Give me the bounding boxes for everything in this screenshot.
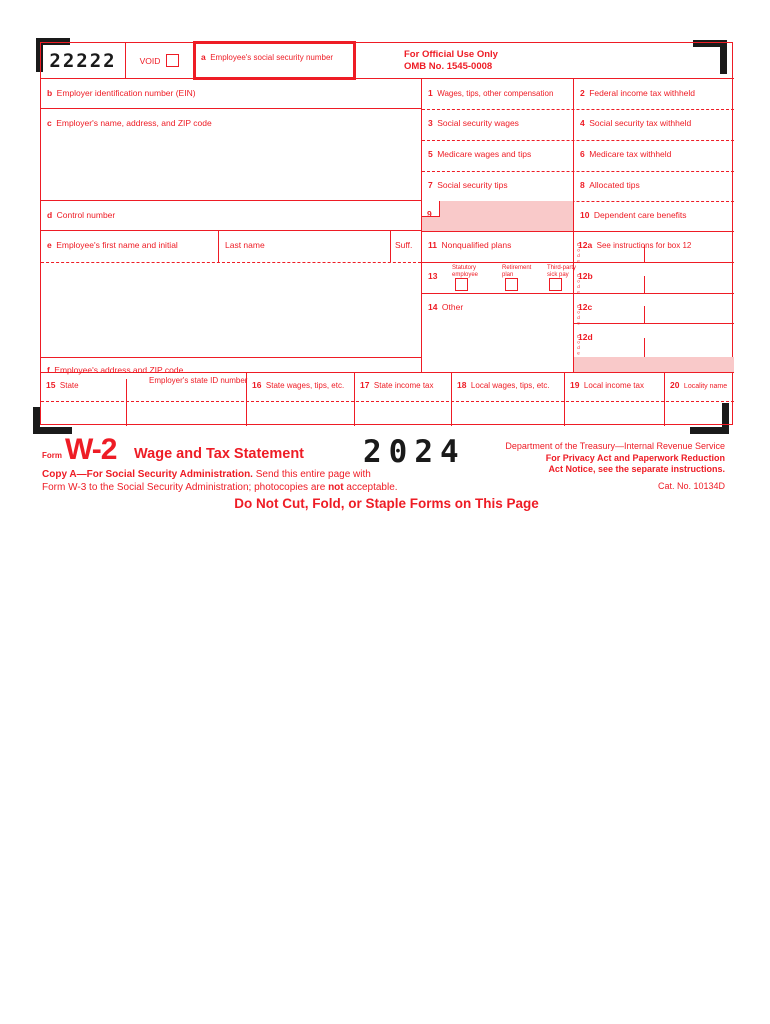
box-f-label: Employee's address and ZIP code (54, 365, 184, 375)
copy-a-line1 (42, 469, 371, 481)
box-20-label: Locality name (683, 383, 728, 390)
box-e-label: Employee's first name and initial (56, 240, 178, 250)
statutory-employee-label: Statutory employee (452, 265, 479, 278)
last-name-label: Last name (225, 240, 265, 250)
box-8-label: Allocated tips (589, 180, 640, 190)
box-9-number: 9 (427, 209, 432, 219)
box-19-field[interactable] (564, 372, 664, 426)
box-12a-number: 12a (578, 240, 593, 250)
box-7-label: Social security tips (437, 180, 508, 190)
box-11-label: Nonqualified plans (441, 240, 512, 250)
box-15-state-field[interactable] (41, 372, 246, 426)
box-11-field[interactable] (422, 231, 573, 262)
box-18-number: 18 (457, 380, 467, 390)
box-17-number: 17 (360, 380, 370, 390)
box-18-field[interactable] (451, 372, 564, 426)
employee-name-entry-area[interactable] (41, 262, 421, 357)
box-16-label: State wages, tips, etc. (265, 381, 345, 390)
box-12b-code-label: Code (576, 273, 581, 295)
box-12a-field[interactable] (574, 231, 734, 262)
box-c-label: Employer's name, address, and ZIP code (56, 118, 212, 128)
box-3-label: Social security wages (437, 118, 519, 128)
void-label: VOID (139, 55, 161, 66)
box-b-letter: b (47, 88, 53, 98)
box-f-address-field[interactable] (41, 357, 421, 375)
box-a-label: Employee's social security number (210, 53, 334, 62)
box-12a-amount-divider (644, 245, 645, 262)
box-5-field[interactable] (422, 140, 573, 171)
box-a-ssn-field[interactable] (193, 41, 356, 80)
third-party-sick-pay-checkbox[interactable] (549, 278, 562, 291)
form-word: Form (42, 451, 62, 460)
copy-a-rest: Send this entire page with (252, 469, 371, 480)
do-not-cut-notice: Do Not Cut, Fold, or Staple Forms on This Page (234, 496, 539, 511)
box-12a-code-label: Code (576, 242, 581, 264)
official-use-area (356, 43, 734, 79)
void-checkbox[interactable] (166, 54, 179, 67)
omb-number: OMB No. 1545-0008 (404, 60, 493, 72)
box-f-letter: f (47, 365, 50, 375)
box-3-number: 3 (428, 118, 433, 128)
box-1-label: Wages, tips, other compensation (437, 89, 554, 98)
copy-a-line2-pre: Form W-3 to the Social Security Administration; photocopies are (42, 482, 329, 493)
box-10-field[interactable] (574, 201, 734, 231)
statutory-employee-checkbox[interactable] (455, 278, 468, 291)
box-6-field[interactable] (574, 140, 734, 171)
shaded-strip (574, 357, 734, 372)
box-14-label: Other (441, 302, 464, 312)
box-12d-field[interactable] (574, 323, 734, 357)
box-d-control-number-field[interactable] (41, 201, 421, 231)
form-code-box (41, 43, 126, 79)
void-field (126, 43, 193, 79)
box-12d-code-label: Code (576, 334, 581, 356)
copy-a-line2 (42, 482, 398, 494)
treasury-department-line: Department of the Treasury—Internal Revenue Service (505, 441, 725, 451)
box-13-field (422, 262, 577, 293)
box-12c-field[interactable] (574, 293, 734, 326)
box-a-letter: a (201, 52, 206, 62)
box-14-number: 14 (428, 302, 438, 312)
copy-a-line2-not: not (328, 482, 344, 493)
box-18-label: Local wages, tips, etc. (470, 381, 550, 390)
box-12b-field[interactable] (574, 262, 734, 293)
employee-suffix-field[interactable] (391, 231, 421, 262)
box-8-field[interactable] (574, 171, 734, 201)
box-e-letter: e (47, 240, 52, 250)
privacy-act-line1: For Privacy Act and Paperwork Reduction (545, 453, 725, 463)
box-12c-amount-divider (644, 306, 645, 323)
suffix-label: Suff. (395, 240, 413, 250)
box-6-label: Medicare tax withheld (589, 149, 672, 159)
box-17-field[interactable] (354, 372, 451, 426)
box-10-label: Dependent care benefits (593, 210, 687, 220)
box-12c-number: 12c (578, 302, 593, 312)
box-16-number: 16 (252, 380, 262, 390)
form-code-value: 22222 (49, 49, 117, 72)
box-6-number: 6 (580, 149, 585, 159)
box-3-field[interactable] (422, 109, 573, 140)
box-12d-number: 12d (578, 332, 593, 342)
box-20-number: 20 (670, 380, 680, 390)
box-1-field[interactable] (422, 79, 573, 109)
box-4-label: Social security tax withheld (589, 118, 692, 128)
official-use-line1: For Official Use Only (404, 49, 498, 60)
box-15-number: 15 (46, 380, 56, 390)
box-5-number: 5 (428, 149, 433, 159)
box-2-label: Federal income tax withheld (589, 88, 696, 98)
box-13-number: 13 (428, 271, 438, 281)
box-c-employer-field[interactable] (41, 109, 421, 201)
box-19-number: 19 (570, 380, 580, 390)
form-number-title: W-2 (65, 433, 117, 466)
box-14-other-field[interactable] (422, 293, 573, 372)
box-12b-number: 12b (578, 271, 593, 281)
box-11-number: 11 (428, 240, 437, 250)
w2-form-grid (40, 42, 733, 425)
employee-first-name-field[interactable] (41, 231, 219, 262)
box-b-label: Employer identification number (EIN) (56, 88, 196, 98)
box-2-number: 2 (580, 88, 585, 98)
catalog-number: Cat. No. 10134D (657, 481, 725, 491)
copy-a-bold: Copy A—For Social Security Administration. (42, 469, 253, 480)
form-title: Wage and Tax Statement (134, 446, 305, 462)
copy-a-line2-post: acceptable. (343, 482, 398, 493)
tax-year: 2024 (363, 434, 466, 470)
box-c-letter: c (47, 118, 52, 128)
retirement-plan-label: Retirement plan (502, 265, 532, 278)
box-12d-amount-divider (644, 338, 645, 357)
box-b-ein-field[interactable] (41, 79, 421, 109)
box-7-field[interactable] (422, 171, 573, 201)
box-9-shaded-field (422, 201, 573, 231)
box-2-field[interactable] (574, 79, 734, 109)
box-19-label: Local income tax (583, 381, 644, 390)
box-17-label: State income tax (373, 381, 434, 390)
third-party-sick-pay-label: Third-party sick pay (547, 265, 577, 278)
retirement-plan-checkbox[interactable] (505, 278, 518, 291)
box-12a-label: See instructions for box 12 (596, 241, 692, 250)
box-4-number: 4 (580, 118, 585, 128)
box-d-letter: d (47, 210, 53, 220)
box-12b-amount-divider (644, 276, 645, 293)
employee-last-name-field[interactable] (219, 231, 391, 262)
employer-state-id-label: Employer's state ID number (149, 376, 248, 385)
box-8-number: 8 (580, 180, 585, 190)
box-5-label: Medicare wages and tips (437, 149, 532, 159)
box-16-field[interactable] (246, 372, 354, 426)
privacy-act-line2: Act Notice, see the separate instructions. (548, 464, 725, 474)
state-sub-divider (126, 379, 127, 426)
box-4-field[interactable] (574, 109, 734, 140)
corner-mark-bottom-right (690, 427, 729, 434)
box-1-number: 1 (428, 88, 433, 98)
box-10-number: 10 (580, 210, 590, 220)
bottom-row-dashed-divider (41, 401, 734, 402)
box-20-field[interactable] (664, 372, 734, 426)
box-15-state-label: State (59, 381, 79, 390)
box-12c-code-label: Code (576, 304, 581, 326)
box-7-number: 7 (428, 180, 433, 190)
box-d-label: Control number (56, 210, 116, 220)
